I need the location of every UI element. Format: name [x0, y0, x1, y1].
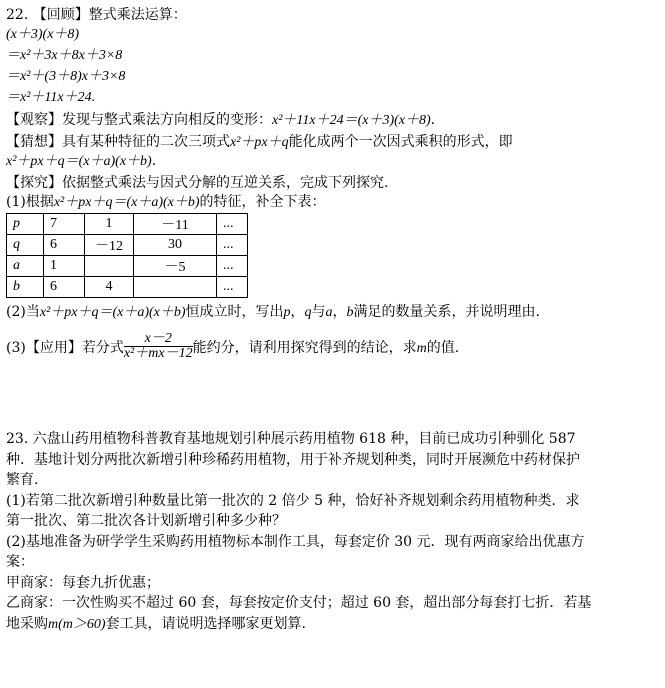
fraction-numerator: x－2: [124, 332, 193, 347]
table-cell: b: [7, 277, 44, 298]
q23-part2-line5-formula: m(m＞60): [48, 617, 106, 632]
q22-table: [6, 213, 248, 298]
q23-part1-line2: 第一批次、第二批次各计划新增引种多少种？: [6, 513, 286, 529]
table-cell: 7: [44, 214, 85, 235]
q22-part2-prefix: (2)当: [6, 304, 40, 320]
q23-part2-line5-prefix: 地采购: [6, 616, 48, 632]
q22-part3-prefix: (3)【应用】若分式: [6, 340, 124, 356]
q22-part1-formula: x²＋px＋q＝(x＋a)(x＋b): [53, 195, 200, 210]
q22-observe: [6, 111, 435, 130]
q22-guess-end: .: [151, 153, 157, 169]
table-row: [7, 214, 248, 235]
table-cell: p: [7, 214, 44, 235]
table-cell: －11: [134, 214, 217, 235]
table-cell: [134, 277, 217, 298]
q22-part2-formula: x²＋px＋q＝(x＋a)(x＋b): [39, 305, 186, 320]
q22-part3-m: m: [416, 341, 427, 356]
q22-part2-sep1: ，: [290, 304, 305, 320]
q23-line3: 繁育.: [6, 472, 39, 488]
q23-part2-line1: (2)基地准备为研学学生采购药用植物标本制作工具，每套定价 30 元．现有两商家给出优惠方: [6, 534, 585, 550]
table-cell: 1: [44, 256, 85, 277]
q22-part2: [6, 303, 540, 322]
q22-review-step2: ＝x²＋(3＋8)x＋3×8: [6, 69, 126, 84]
table-cell: a: [7, 256, 44, 277]
q22-part3-tail: 的值.: [426, 340, 460, 356]
table-cell: ...: [217, 277, 248, 298]
q22-part3: [6, 330, 460, 364]
q22-guess-text: 【猜想】具有某种特征的二次三项式: [6, 134, 230, 150]
q22-guess-text2: 能化成两个一次因式乘积的形式，即: [288, 134, 513, 150]
q22-part1: [6, 193, 326, 212]
q23-line1: 23. 六盘山药用植物科普教育基地规划引种展示药用植物 618 种，目前已成功引种驯化 587: [6, 431, 576, 447]
q22-guess-formula: x²＋px＋q: [230, 135, 289, 150]
q22-part2-text: 恒成立时，写出: [185, 304, 284, 320]
q22-explore-text: 【探究】依据整式乘法与因式分解的互逆关系，完成下列探究.: [6, 175, 389, 191]
q23-part1-line1: (1)若第二批次新增引种数量比第一批次的 2 倍少 5 种，恰好补齐规划剩余药用植物种类．求: [6, 493, 580, 509]
q22-part2-sep2: ，: [332, 304, 347, 320]
q23-part2-line5: [6, 615, 306, 634]
q22-part3-mid: 能约分，请利用探究得到的结论，求: [192, 340, 417, 356]
table-cell: －12: [85, 235, 134, 256]
table-cell: ...: [217, 256, 248, 277]
q22-guess-line2-formula: x²＋px＋q＝(x＋a)(x＋b): [6, 154, 152, 169]
q23-part2-line3: 甲商家：每套九折优惠；: [6, 575, 160, 591]
q22-part2-q: q: [304, 305, 312, 320]
q22-part2-b: b: [346, 305, 354, 320]
fraction-denominator: x²＋mx－12: [123, 345, 193, 361]
q22-observe-text: 【观察】发现与整式乘法方向相反的变形：: [6, 112, 272, 128]
q22-review-step1: ＝x²＋3x＋8x＋3×8: [6, 48, 123, 63]
table-cell: q: [7, 235, 44, 256]
q22-review-step0: (x＋3)(x＋8): [6, 27, 80, 42]
q22-guess: [6, 133, 513, 152]
table-cell: 6: [44, 277, 85, 298]
q22-part1-suffix: 的特征，补全下表：: [199, 194, 326, 210]
table-row: [7, 235, 248, 256]
q22-part2-p: p: [283, 305, 291, 320]
table-cell: －5: [134, 256, 217, 277]
q22-observe-end: .: [430, 112, 436, 128]
table-cell: 6: [44, 235, 85, 256]
table-cell: [85, 256, 134, 277]
table-cell: 4: [85, 277, 134, 298]
q23-part2-line2: 案：: [6, 554, 34, 570]
q22-part2-tail: 满足的数量关系，并说明理由.: [353, 304, 540, 320]
q22-guess-line2: [6, 152, 156, 171]
table-row: [7, 277, 248, 298]
q22-part2-a: a: [325, 305, 333, 320]
q23-part2-line4: 乙商家：一次性购买不超过 60 套，每套按定价支付；超过 60 套，超出部分每套打七折．若基: [6, 595, 592, 611]
q22-review-step3: ＝x²＋11x＋24.: [6, 90, 96, 105]
q22-part1-prefix: (1)根据: [6, 194, 54, 210]
q22-review-title: 22. 【回顾】整式乘法运算：: [6, 7, 187, 23]
q23-part2-line5-suffix: 套工具，请说明选择哪家更划算.: [105, 616, 306, 632]
q22-part2-with: 与: [311, 304, 326, 320]
q22-part3-fraction: [124, 332, 193, 361]
q23-line2: 种．基地计划分两批次新增引种珍稀药用植物，用于补齐规划种类，同时开展濒危中药材保护: [6, 452, 580, 468]
q22-observe-formula: x²＋11x＋24＝(x＋3)(x＋8): [272, 113, 431, 128]
table-cell: ...: [217, 235, 248, 256]
table-cell: ...: [217, 214, 248, 235]
table-row: [7, 256, 248, 277]
table-cell: 30: [134, 235, 217, 256]
table-cell: 1: [85, 214, 134, 235]
